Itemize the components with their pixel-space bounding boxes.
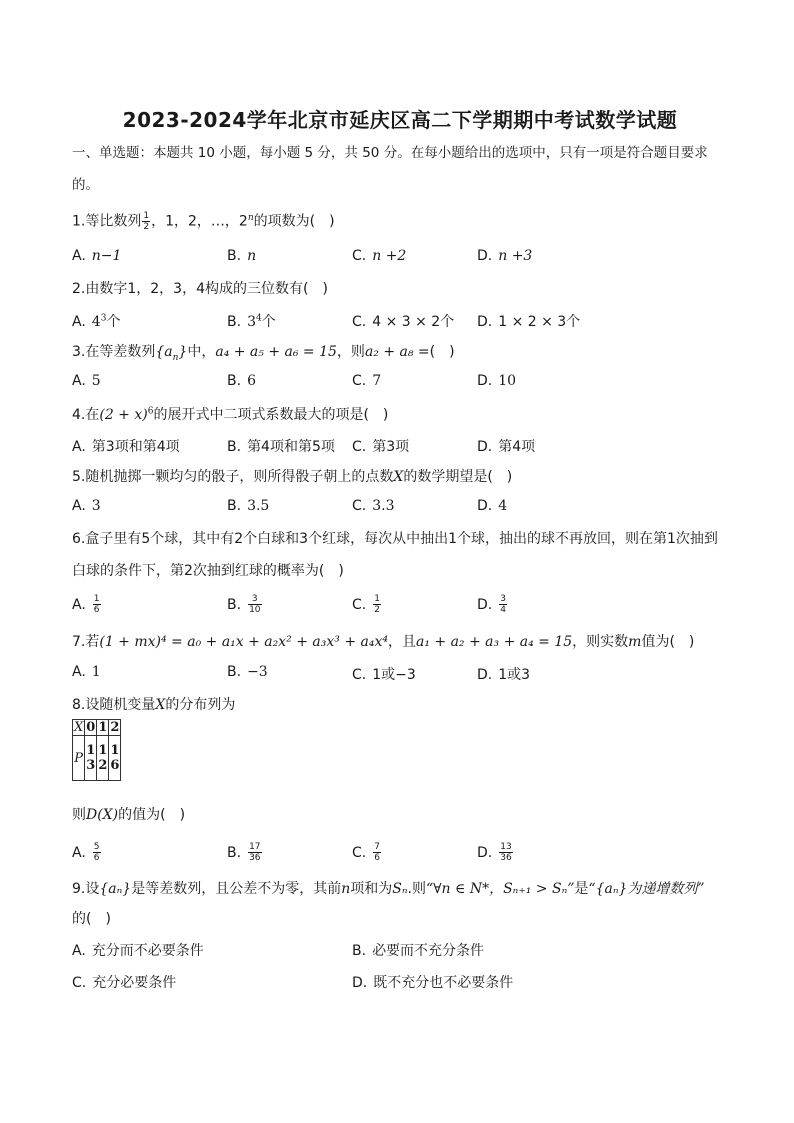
q9-sn: Sₙ (392, 881, 408, 897)
q4-option-d[interactable] (477, 436, 535, 456)
table-cell (109, 736, 121, 781)
q6-option-a[interactable] (72, 594, 102, 615)
q4-options (72, 436, 728, 456)
option-label: C. (352, 498, 367, 514)
option-value: 10 (498, 373, 517, 389)
q6-option-d[interactable] (477, 594, 508, 615)
option-fraction (373, 594, 381, 615)
option-base: 4 (91, 314, 101, 330)
q9-quote: “∀n ∈ N*，Sₙ₊₁ > Sₙ” (425, 881, 575, 897)
q8-option-b[interactable] (227, 842, 263, 863)
q8-prefix: 8.设随机变量 (72, 697, 156, 713)
q5-prefix: 5.随机抛掷一颗均匀的骰子，则所得骰子朝上的点数 (72, 469, 394, 485)
q1-option-b[interactable] (227, 248, 256, 264)
q1-option-c[interactable] (352, 248, 406, 264)
page-title: 2023-2024学年北京市延庆区高二下学期期中考试数学试题 (122, 108, 678, 132)
q9-p2: 项和为 (350, 881, 393, 897)
q3-then: ，则 (336, 344, 365, 360)
q7-option-b[interactable] (227, 664, 268, 680)
q3-seq-end: } (178, 344, 188, 360)
q3-suffix: ( ) (429, 344, 455, 360)
option-label: C. (72, 975, 87, 991)
option-value: 3.5 (247, 498, 270, 514)
q1-frac-num: 1 (143, 211, 150, 221)
option-label: B. (227, 844, 242, 861)
option-sup: 3 (100, 313, 107, 324)
q1-suffix: 的项数为( ) (253, 213, 335, 230)
prob-num: 1 (98, 743, 108, 758)
q9-prefix: 9.设 (72, 881, 100, 897)
q1-options (72, 248, 728, 268)
frac-num: 7 (374, 842, 380, 852)
q8-after-expr: D(X) (86, 807, 119, 823)
option-label: A. (72, 373, 86, 389)
question-1 (72, 211, 335, 232)
q8-option-c[interactable] (352, 842, 382, 863)
q3-mid: 中， (187, 344, 216, 360)
q3-option-a[interactable] (72, 373, 101, 389)
table-cell: X (74, 720, 84, 735)
question-6-line2: 白球的条件下，第2次抽到红球的概率为( ) (72, 563, 344, 579)
q7-expr: (1 + mx)⁴ = a₀ + a₁x + a₂x² + a₃x³ + a₄x⁴ (99, 634, 388, 650)
q7-mid: ，且 (387, 634, 416, 650)
q7-option-a[interactable] (72, 664, 101, 680)
option-value: 4 × 3 × 2个 (372, 314, 455, 330)
option-value: 6 (247, 373, 256, 389)
table-cell: 1 (98, 720, 108, 735)
option-label: B. (227, 248, 242, 264)
option-value: 1或3 (498, 667, 531, 683)
q9-option-d[interactable] (352, 972, 513, 992)
q5-option-a[interactable] (72, 498, 101, 514)
frac-den: 36 (249, 853, 261, 863)
option-value: 第3项 (372, 439, 410, 455)
option-label: D. (477, 314, 493, 330)
frac-den: 4 (500, 605, 506, 615)
option-value: 充分而不必要条件 (91, 943, 204, 959)
q3-seq: {a (155, 344, 173, 360)
option-label: A. (72, 844, 86, 861)
distribution-table (72, 719, 121, 781)
q9-option-c[interactable] (72, 972, 176, 992)
option-fraction (93, 594, 101, 615)
q1-prefix: 1.等比数列 (72, 213, 142, 230)
question-8-ask (72, 805, 185, 825)
option-value: 第4项和第5项 (247, 439, 335, 455)
q1-sup: n (247, 212, 254, 223)
question-6-line1: 6.盒子里有5个球，其中有2个白球和3个红球，每次从中抽出1个球，抽出的球不再放回，则在第1次抽到 (72, 531, 718, 547)
option-label: D. (477, 439, 493, 455)
option-base: 3 (247, 314, 256, 330)
q9-options-row2 (72, 972, 728, 992)
option-label: D. (352, 975, 368, 991)
q5-option-d[interactable] (477, 498, 507, 514)
q4-expr: (2 + x) (99, 407, 148, 423)
prob-num: 1 (110, 743, 120, 758)
q1-option-a[interactable] (72, 248, 121, 264)
q7-var: m (628, 634, 642, 650)
option-label: C. (352, 439, 367, 455)
question-2: 2.由数字1，2，3，4构成的三位数有( ) (72, 281, 328, 297)
option-label: C. (352, 373, 367, 389)
prob-den: 3 (86, 758, 96, 773)
option-value: 5 (91, 373, 101, 389)
option-tail: 个 (106, 314, 121, 330)
option-label: B. (227, 314, 242, 330)
option-label: D. (477, 667, 493, 683)
q8-after-suffix: 的值为( ) (118, 807, 186, 823)
question-4 (72, 405, 388, 425)
q4-option-b[interactable] (227, 436, 335, 456)
frac-num: 1 (374, 594, 380, 604)
q3-ask: a₂ + a₈ = (364, 344, 430, 360)
q3-options (72, 373, 728, 393)
option-fraction (248, 842, 261, 863)
q3-option-d[interactable] (477, 373, 516, 389)
q8-option-a[interactable] (72, 842, 102, 863)
frac-num: 3 (248, 594, 261, 605)
option-value: 3.3 (372, 498, 395, 514)
q9-var-n: n (341, 881, 351, 897)
q9-p4: 是 (574, 881, 589, 897)
frac-den: 6 (374, 853, 380, 863)
q7-option-d[interactable] (477, 664, 530, 684)
table-row (73, 720, 121, 736)
question-8 (72, 695, 235, 715)
q4-option-c[interactable] (352, 436, 409, 456)
table-cell (85, 736, 97, 781)
q4-sup: 6 (147, 406, 154, 417)
q8-after-prefix: 则 (72, 807, 86, 823)
q2-option-c[interactable] (352, 311, 454, 331)
q8-var: X (155, 697, 166, 713)
option-fraction (248, 594, 261, 615)
q2-option-b[interactable] (227, 311, 276, 331)
q5-options (72, 498, 728, 518)
option-label: A. (72, 314, 86, 330)
q3-option-c[interactable] (352, 373, 381, 389)
option-label: B. (227, 664, 242, 680)
table-cell: 0 (86, 720, 96, 735)
q1-option-d[interactable] (477, 248, 532, 264)
option-label: D. (477, 498, 493, 514)
q4-option-a[interactable] (72, 436, 180, 456)
q3-seq-sub: n (172, 352, 179, 363)
q1-mid: ，1，2，…，2 (151, 213, 248, 230)
frac-num: 17 (249, 842, 261, 852)
q8-suffix: 的分布列为 (165, 697, 236, 713)
q9-options-row1 (72, 940, 728, 960)
q7-option-c[interactable] (352, 664, 416, 684)
q7-eq: a₁ + a₂ + a₃ + a₄ = 15 (415, 634, 573, 650)
option-label: D. (477, 596, 493, 613)
q4-prefix: 4.在 (72, 407, 100, 423)
option-label: B. (227, 596, 242, 613)
option-label: A. (72, 248, 86, 264)
frac-num: 5 (93, 842, 100, 852)
frac-den: 2 (374, 605, 380, 615)
q6-option-b[interactable] (227, 594, 263, 615)
question-9-line2: 的( ) (72, 911, 111, 927)
q9-p1: 是等差数列，且公差不为零，其前 (131, 881, 342, 897)
option-fraction (93, 842, 101, 863)
q5-option-c[interactable] (352, 498, 395, 514)
option-label: B. (227, 439, 242, 455)
option-fraction (499, 842, 512, 863)
table-row (73, 736, 121, 781)
option-label: D. (477, 844, 493, 861)
option-value: 充分必要条件 (92, 975, 177, 991)
option-value: 第4项 (498, 439, 536, 455)
option-value: 必要而不充分条件 (372, 943, 485, 959)
option-label: C. (352, 248, 367, 264)
q5-option-b[interactable] (227, 498, 269, 514)
q4-suffix: 的展开式中二项式系数最大的项是( ) (153, 407, 389, 423)
option-value: 既不充分也不必要条件 (373, 975, 514, 991)
option-label: A. (72, 664, 86, 680)
frac-num: 13 (500, 842, 512, 852)
table-cell: 2 (110, 720, 120, 735)
option-value: 3 (91, 498, 101, 514)
question-5 (72, 467, 512, 487)
option-label: C. (352, 844, 367, 861)
option-label: D. (477, 373, 493, 389)
option-value: n (247, 248, 257, 264)
option-value: 第3项和第4项 (91, 439, 180, 455)
option-value: −3 (247, 664, 268, 680)
frac-den: 6 (93, 605, 100, 615)
option-label: A. (72, 943, 86, 959)
q9-seq: {aₙ} (99, 881, 132, 897)
option-value: 1 (91, 664, 101, 680)
q6-option-c[interactable] (352, 594, 382, 615)
q1-frac-den: 2 (143, 222, 150, 232)
q5-suffix: 的数学期望是( ) (403, 469, 513, 485)
frac-den: 36 (500, 853, 512, 863)
prob-den: 6 (110, 758, 120, 773)
option-value: 1 × 2 × 3个 (498, 314, 581, 330)
q7-suffix: 值为( ) (641, 634, 695, 650)
option-label: C. (352, 667, 367, 683)
option-tail: 个 (261, 314, 276, 330)
question-3 (72, 342, 455, 362)
q5-var: X (393, 469, 404, 485)
q7-then: ，则实数 (572, 634, 629, 650)
option-value: 7 (372, 373, 382, 389)
q2-options (72, 311, 728, 331)
q9-p3: .则 (407, 881, 426, 897)
section-instruction-line1: 一、单选题：本题共 10 小题，每小题 5 分，共 50 分。在每小题给出的选项中，只有一项是符合题目要求 (72, 145, 708, 161)
q1-fraction (142, 211, 150, 232)
option-label: C. (352, 314, 367, 330)
q8-options (72, 842, 728, 862)
option-label: D. (477, 248, 493, 264)
option-label: C. (352, 596, 367, 613)
q3-option-b[interactable] (227, 373, 256, 389)
option-value: n +3 (498, 248, 533, 264)
question-7 (72, 632, 694, 652)
option-fraction (373, 842, 381, 863)
option-label: A. (72, 498, 86, 514)
section-instruction-line2: 的。 (72, 177, 99, 193)
q8-option-d[interactable] (477, 842, 514, 863)
q7-prefix: 7.若 (72, 634, 100, 650)
option-value: 1或−3 (372, 667, 416, 683)
q3-prefix: 3.在等差数列 (72, 344, 156, 360)
option-label: B. (352, 943, 367, 959)
prob-den: 2 (98, 758, 108, 773)
frac-num: 3 (500, 594, 506, 604)
q2-option-a[interactable] (72, 311, 120, 331)
option-label: B. (227, 498, 242, 514)
q2-option-d[interactable] (477, 311, 580, 331)
q9-option-b[interactable] (352, 940, 484, 960)
option-fraction (499, 594, 507, 615)
q6-options (72, 594, 728, 614)
option-value: n−1 (91, 248, 122, 264)
q9-option-a[interactable] (72, 940, 204, 960)
option-label: A. (72, 596, 86, 613)
option-value: n +2 (372, 248, 407, 264)
table-cell (97, 736, 109, 781)
frac-num: 1 (93, 594, 100, 604)
prob-num: 1 (86, 743, 96, 758)
option-sup: 4 (255, 313, 262, 324)
table-cell: P (73, 736, 85, 781)
q7-options (72, 664, 728, 684)
option-label: A. (72, 439, 86, 455)
option-value: 4 (498, 498, 508, 514)
frac-den: 10 (249, 605, 261, 615)
question-9 (72, 879, 705, 899)
q3-eq: a₄ + a₅ + a₆ = 15 (215, 344, 337, 360)
q9-quote2: “{aₙ}为递增数列” (588, 881, 705, 897)
frac-den: 6 (93, 853, 100, 863)
option-label: B. (227, 373, 242, 389)
